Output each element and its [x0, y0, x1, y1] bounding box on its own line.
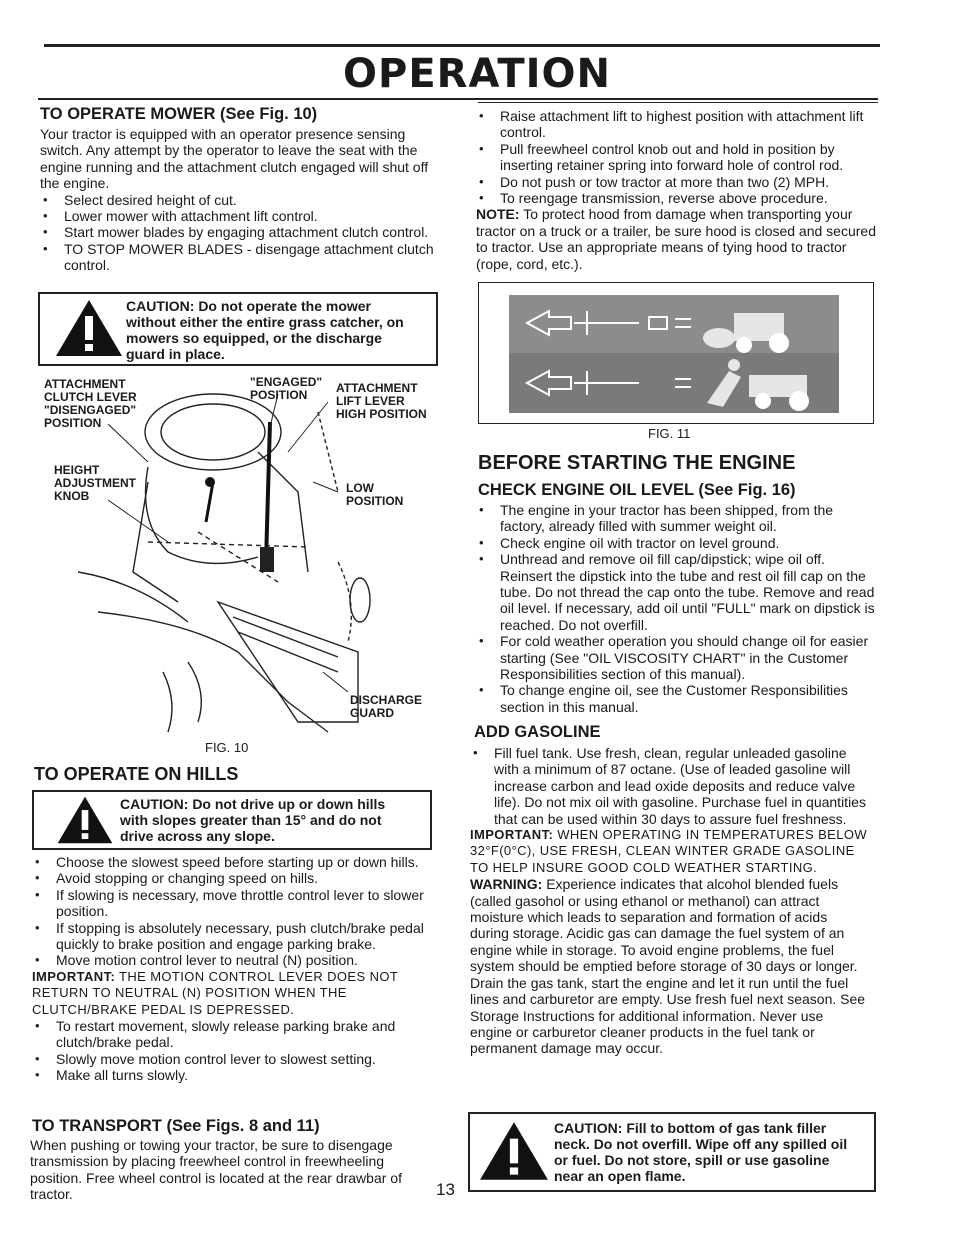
list-item: • Choose the slowest speed before starting up or down hills. [32, 854, 432, 870]
list-item: • The engine in your tractor has been shipped, from the factory, already filled with summer weight oil. [476, 502, 878, 535]
mower-bullets [40, 192, 440, 274]
page-number: 13 [436, 1180, 455, 1199]
important-text: WHEN OPERATING IN TEMPERATURES BELOW 32°F(0°C), USE FRESH, CLEAN WINTER GRADE GASOLINE TO HELP INSURE GOOD COLD WEATHER STARTING. [470, 827, 868, 875]
warning-text: Experience indicates that alcohol blended fuels (called gasohol or using ethanol or methanol) can attract moisture which leads to separation and formation of acids during storage. Acidic gas can damage the fuel system of an engine while in storage. To avoid engine problems, the fuel system should be emptied before storage of 30 days or longer. Drain the gas tank, start the engine and let it run until the fuel lines and carburetor are empty. Use fresh fuel next season. See Storage Instructions for additional information. Never use engine or carburetor cleaner products in the fuel tank or permanent damage may occur. [470, 876, 866, 1057]
label-low-position: LOW POSITION [346, 481, 404, 508]
list-item: • Do not push or tow tractor at more than two (2) MPH. [476, 174, 878, 190]
list-item: • Make all turns slowly. [32, 1067, 432, 1083]
transport-bullets [476, 108, 878, 206]
hills-section [32, 854, 432, 1084]
list-item: • If stopping is absolutely necessary, push clutch/brake pedal quickly to brake position and engage parking brake. [32, 920, 432, 953]
list-item: • Check engine oil with tractor on level ground. [476, 535, 878, 551]
important-text: THE MOTION CONTROL LEVER DOES NOT RETURN TO NEUTRAL (N) POSITION WHEN THE CLUTCH/BRAKE PEDAL IS DEPRESSED. [32, 968, 398, 1017]
hills-caution-text: CAUTION: Do not drive up or down hills with slopes greater than 15° and do not drive across any slope. [120, 796, 386, 844]
list-item: • To restart movement, slowly release parking brake and clutch/brake pedal. [32, 1018, 432, 1051]
fig11-frame [478, 282, 874, 424]
warning-triangle-icon [478, 1118, 550, 1184]
hills-important [32, 969, 432, 1018]
list-item: • Lower mower with attachment lift control. [40, 208, 440, 224]
page-title: OPERATION [343, 51, 611, 97]
transport-heading: TO TRANSPORT (See Figs. 8 and 11) [32, 1117, 320, 1135]
list-item: • Fill fuel tank. Use fresh, clean, regular unleaded gasoline with a minimum of 87 octane. (Use of leaded gasoline will increase carbon and lead oxide deposits and reduce valve life). Do not mix oil with gasoline. Purchase fuel in quantities that can be used within 30 days to assure fuel freshness. [470, 745, 868, 827]
important-label: IMPORTANT: [32, 968, 116, 984]
warning-label: WARNING: [470, 876, 543, 893]
label-engaged-position: "ENGAGED" POSITION [250, 375, 323, 402]
transport-note [476, 206, 878, 272]
before-heading: BEFORE STARTING THE ENGINE [478, 452, 796, 474]
transport-bullets-section [476, 108, 878, 272]
list-item: • Slowly move motion control lever to slowest setting. [32, 1051, 432, 1067]
transport-intro: When pushing or towing your tractor, be sure to disengage transmission by placing freewheel control in freewheeling position. Free wheel control is located at the rear drawbar of tractor. [30, 1137, 402, 1203]
mower-caution-box [38, 292, 438, 366]
gas-heading: ADD GASOLINE [474, 723, 601, 741]
gas-bullets [470, 745, 868, 827]
oil-heading: CHECK ENGINE OIL LEVEL (See Fig. 16) [478, 481, 796, 499]
gas-caution-box [468, 1112, 876, 1192]
note-label: NOTE: [476, 206, 520, 223]
list-item: • If slowing is necessary, move throttle control lever to slower position. [32, 887, 432, 920]
list-item: • Raise attachment lift to highest position with attachment lift control. [476, 108, 878, 141]
mower-heading: TO OPERATE MOWER (See Fig. 10) [40, 105, 318, 123]
gas-caution-text: CAUTION: Fill to bottom of gas tank filler neck. Do not overfill. Wipe off any spilled oil or fuel. Do not store, spill or use gasoline near an open flame. [554, 1120, 848, 1184]
mower-section [40, 126, 440, 274]
list-item: • Select desired height of cut. [40, 192, 440, 208]
important-label: IMPORTANT: [470, 827, 554, 843]
hills-heading: TO OPERATE ON HILLS [34, 764, 239, 784]
title-rule [38, 98, 878, 100]
fig10-illustration [38, 372, 436, 738]
list-item: • Move motion control lever to neutral (N) position. [32, 952, 432, 968]
fig10-caption: FIG. 10 [205, 740, 249, 755]
oil-section [476, 502, 878, 715]
list-item: • Pull freewheel control knob out and hold in position by inserting retainer spring into forward hole of control rod. [476, 141, 878, 174]
list-item: • Start mower blades by engaging attachment clutch control. [40, 224, 440, 240]
list-item: • To change engine oil, see the Customer Responsibilities section in this manual. [476, 682, 878, 715]
fig11-caption: FIG. 11 [648, 426, 691, 441]
note-text: To protect hood from damage when transporting your tractor on a truck or a trailer, be sure hood is closed and secured to tractor. Use an appropriate means of tying hood to tractor (rope, cord, etc.). [476, 206, 876, 272]
list-item: • Avoid stopping or changing speed on hills. [32, 870, 432, 886]
right-top-rule [478, 102, 878, 103]
warning-triangle-icon [54, 298, 124, 358]
fig11-photo [479, 283, 873, 423]
label-lift-lever: ATTACHMENT LIFT LEVER HIGH POSITION [336, 381, 427, 421]
hills-bullets-2 [32, 1018, 432, 1084]
list-item: • To reengage transmission, reverse above procedure. [476, 190, 878, 206]
list-item: • TO STOP MOWER BLADES - disengage attachment clutch control. [40, 241, 440, 274]
label-discharge-guard: DISCHARGE GUARD [350, 693, 423, 720]
hills-caution-box [32, 790, 432, 850]
oil-bullets [476, 502, 878, 715]
warning-triangle-icon [56, 795, 114, 845]
label-clutch-lever: ATTACHMENT CLUTCH LEVER "DISENGAGED" POSITION [44, 377, 137, 430]
gas-important [470, 827, 868, 876]
mower-caution-text: CAUTION: Do not operate the mower without either the entire grass catcher, on mowers so equipped, or the discharge guard in place. [126, 298, 404, 362]
gas-warning [470, 876, 868, 1056]
list-item: • For cold weather operation you should change oil for easier starting (See "OIL VISCOSITY CHART" in the Customer Responsibilities section of this manual). [476, 633, 878, 682]
top-rule [44, 44, 880, 47]
label-height-knob: HEIGHT ADJUSTMENT KNOB [54, 463, 137, 503]
gas-section [470, 745, 868, 1057]
hills-bullets-1 [32, 854, 432, 969]
mower-intro: Your tractor is equipped with an operator presence sensing switch. Any attempt by the operator to leave the seat with the engine running and the attachment clutch engaged will shut off the engine. [40, 126, 429, 192]
list-item: • Unthread and remove oil fill cap/dipstick; wipe oil off. Reinsert the dipstick into the tube and rest oil fill cap on the tube. Do not thread the cap onto the tube. Remove and read oil level. If necessary, add oil until "FULL" mark on dipstick is reached. Do not overfill. [476, 551, 878, 633]
